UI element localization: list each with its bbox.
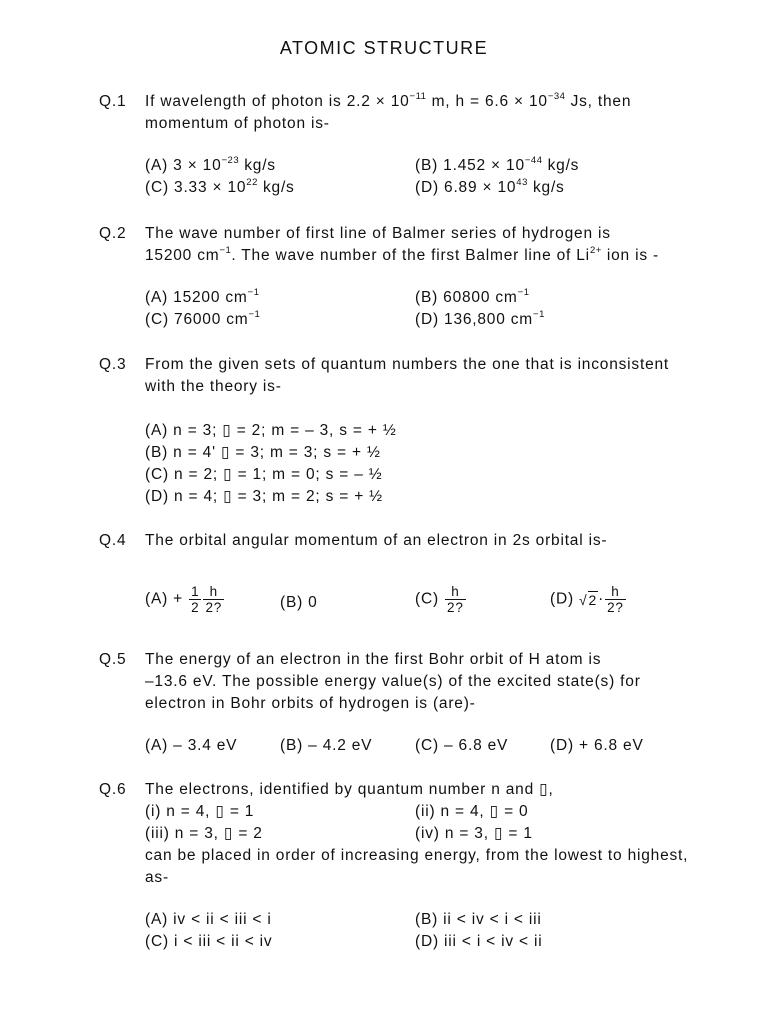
square-root-symbol: √2: [579, 591, 598, 608]
option-b: (B) 60800 $cm^{-1}$: [415, 287, 530, 306]
option-a: (A) + $\frac{1}{2}$ $\frac{h}{2?}$: [145, 584, 223, 615]
option-c: (C) 76000 $cm^{-1}$: [145, 309, 261, 328]
option-b: (B) n = 4' ▯ = 3; m = 3; s = + ½: [145, 444, 381, 461]
question-number: Q.1: [99, 93, 127, 110]
option-d: (D) $6.89 \times 10^{43}$ kg/s: [415, 177, 565, 196]
option-c: (C) $\frac{h}{2?}$: [415, 584, 464, 615]
question-number: Q.5: [99, 651, 127, 668]
option-a: (A) – 3.4 eV: [145, 737, 238, 754]
question-number: Q.4: [99, 532, 127, 549]
page-title: ATOMIC STRUCTURE: [279, 38, 489, 58]
answer-options: [145, 155, 665, 199]
answer-options: [145, 735, 665, 757]
option-c: (C) – 6.8 eV: [415, 737, 509, 754]
item-ii: (ii) n = 4, ▯ = 0: [415, 803, 529, 820]
option-b: (B) ii < iv < i < iii: [415, 911, 542, 928]
option-d: (D) √2· $\frac{h}{2?}$: [550, 584, 624, 615]
option-d: (D) 136,800 $cm^{-1}$: [415, 309, 545, 328]
option-d: (D) iii < i < iv < ii: [415, 933, 543, 950]
answer-options: [145, 420, 665, 508]
option-c: (C) n = 2; ▯ = 1; m = 0; s = – ½: [145, 466, 383, 483]
answer-options: [145, 909, 665, 953]
question-text: If wavelength of photon is $2.2 \times 10^{-11}$ m, $h = 6.6 \times 10^{-34}$ Js, then momentum of photon is-: [145, 91, 632, 132]
item-iii: (iii) n = 3, ▯ = 2: [145, 825, 263, 842]
item-i: (i) n = 4, ▯ = 1: [145, 803, 255, 820]
option-b: (B) 0: [280, 594, 318, 611]
question-number: Q.3: [99, 356, 127, 373]
option-a: (A) 15200 $cm^{-1}$: [145, 287, 260, 306]
option-c: (C) $3.33 \times 10^{22}$ kg/s: [145, 177, 295, 196]
question-number: Q.6: [99, 781, 127, 798]
option-a: (A) $3 \times 10^{-23}$ kg/s: [145, 155, 276, 174]
option-a: (A) iv < ii < iii < i: [145, 911, 272, 928]
question-text: The wave number of first line of Balmer series of hydrogen is 15200 $cm^{-1}$. The wave number of the first Balmer line of $Li^{2+}$ ion is -: [145, 225, 659, 264]
option-a: (A) n = 3; ▯ = 2; m = – 3, s = + ½: [145, 422, 397, 439]
item-iv: (iv) n = 3, ▯ = 1: [415, 825, 533, 842]
question-number: Q.2: [99, 225, 127, 242]
option-b: (B) – 4.2 eV: [280, 737, 373, 754]
option-d: (D) n = 4; ▯ = 3; m = 2; s = + ½: [145, 488, 383, 505]
question-text: From the given sets of quantum numbers the one that is inconsistent with the theory is-: [145, 356, 670, 395]
option-c: (C) i < iii < ii < iv: [145, 933, 273, 950]
answer-options: [145, 287, 665, 331]
question-text: The electrons, identified by quantum number n and ▯, (i) n = 4, ▯ = 1 (ii) n = 4, ▯ = 0 (iii) n = 3, ▯ = 2 (iv) n = 3, ▯ = 1 can be placed in order of increasing energy, from the lowest to highest, as-: [145, 781, 689, 886]
question-text: The orbital angular momentum of an electron in 2s orbital is-: [145, 532, 608, 549]
option-d: (D) + 6.8 eV: [550, 737, 644, 754]
option-b: (B) $1.452 \times 10^{-44}$ kg/s: [415, 155, 580, 174]
answer-options: [145, 582, 665, 622]
question-text: The energy of an electron in the first Bohr orbit of H atom is –13.6 eV. The possible energy value(s) of the excited state(s) for electron in Bohr orbits of hydrogen is (are)-: [145, 651, 641, 712]
